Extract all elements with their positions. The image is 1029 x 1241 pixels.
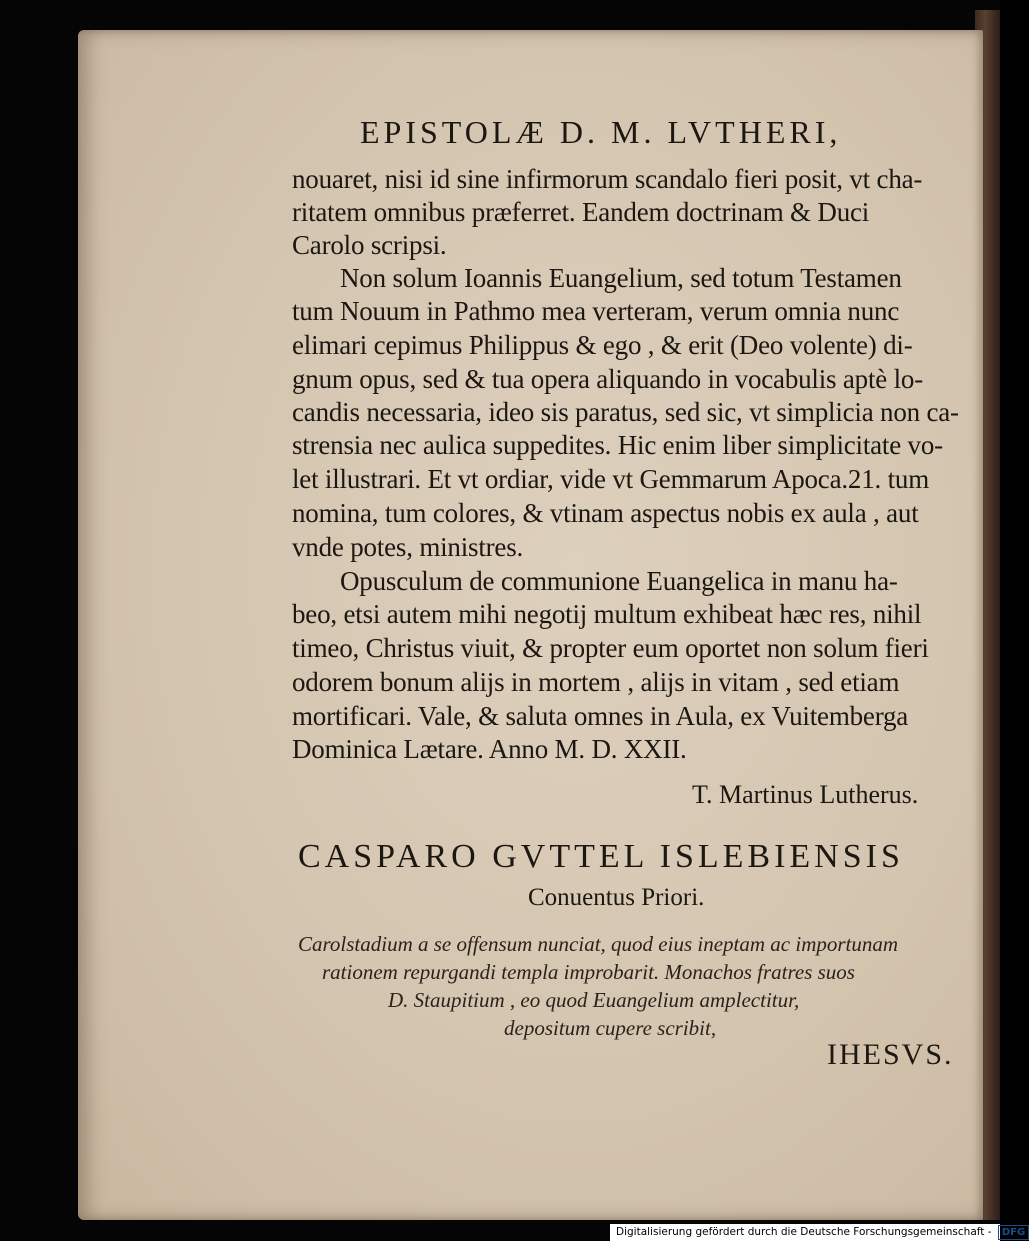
body-line: tum Nouum in Pathmo mea verteram, verum omnia nunc [292, 296, 900, 326]
body-line: nouaret, nisi id sine infirmorum scandalo fieri posit, vt cha- [292, 164, 923, 194]
footer-credit-text: Digitalisierung gefördert durch die Deutsche Forschungsgemeinschaft - [616, 1226, 992, 1238]
body-line: Carolo scripsi. [292, 230, 447, 260]
body-line: nomina, tum colores, & vtinam aspectus nobis ex aula , aut [292, 498, 919, 528]
letter-signature: T. Martinus Lutherus. [692, 780, 919, 809]
letter-heading: CASPARO GVTTEL ISLEBIENSIS [298, 838, 904, 875]
body-line: ritatem omnibus præferret. Eandem doctrinam & Duci [292, 197, 870, 227]
dfg-logo-icon: DFG [998, 1225, 1029, 1240]
body-line: Dominica Lætare. Anno M. D. XXII. [292, 734, 687, 764]
body-line: odorem bonum alijs in mortem , alijs in vitam , sed etiam [292, 667, 900, 697]
body-line: let illustrari. Et vt ordiar, vide vt Gemmarum Apoca.21. tum [292, 464, 930, 494]
body-line: beo, etsi autem mihi negotij multum exhibeat hæc res, nihil [292, 599, 922, 629]
summary-line: depositum cupere scribit, [504, 1016, 717, 1040]
summary-line: Carolstadium a se offensum nunciat, quod eius ineptam ac importunam [298, 932, 899, 956]
body-line: Non solum Ioannis Euangelium, sed totum Testamen [340, 263, 902, 293]
body-line: Opusculum de communione Euangelica in manu ha- [340, 566, 898, 596]
body-line: timeo, Christus viuit, & propter eum oportet non solum fieri [292, 633, 929, 663]
body-line: candis necessaria, ideo sis paratus, sed sic, vt simplicia non ca- [292, 397, 959, 427]
running-head: EPISTOLÆ D. M. LVTHERI, [360, 114, 842, 150]
digitization-credit-footer [610, 1224, 1026, 1241]
summary-line: rationem repurgandi templa improbarit. Monachos fratres suos [322, 960, 855, 984]
body-line: elimari cepimus Philippus & ego , & erit (Deo volente) di- [292, 330, 913, 360]
body-line: gnum opus, sed & tua opera aliquando in vocabulis aptè lo- [292, 364, 924, 394]
body-line: mortificari. Vale, & saluta omnes in Aula, ex Vuitemberga [292, 701, 909, 731]
summary-line: D. Staupitium , eo quod Euangelium amplectitur, [388, 988, 800, 1012]
invocation: IHESVS. [827, 1038, 954, 1071]
letter-subheading: Conuentus Priori. [528, 884, 705, 911]
body-line: vnde potes, ministres. [292, 532, 524, 562]
body-line: strensia nec aulica suppedites. Hic enim liber simplicitate vo- [292, 430, 943, 460]
